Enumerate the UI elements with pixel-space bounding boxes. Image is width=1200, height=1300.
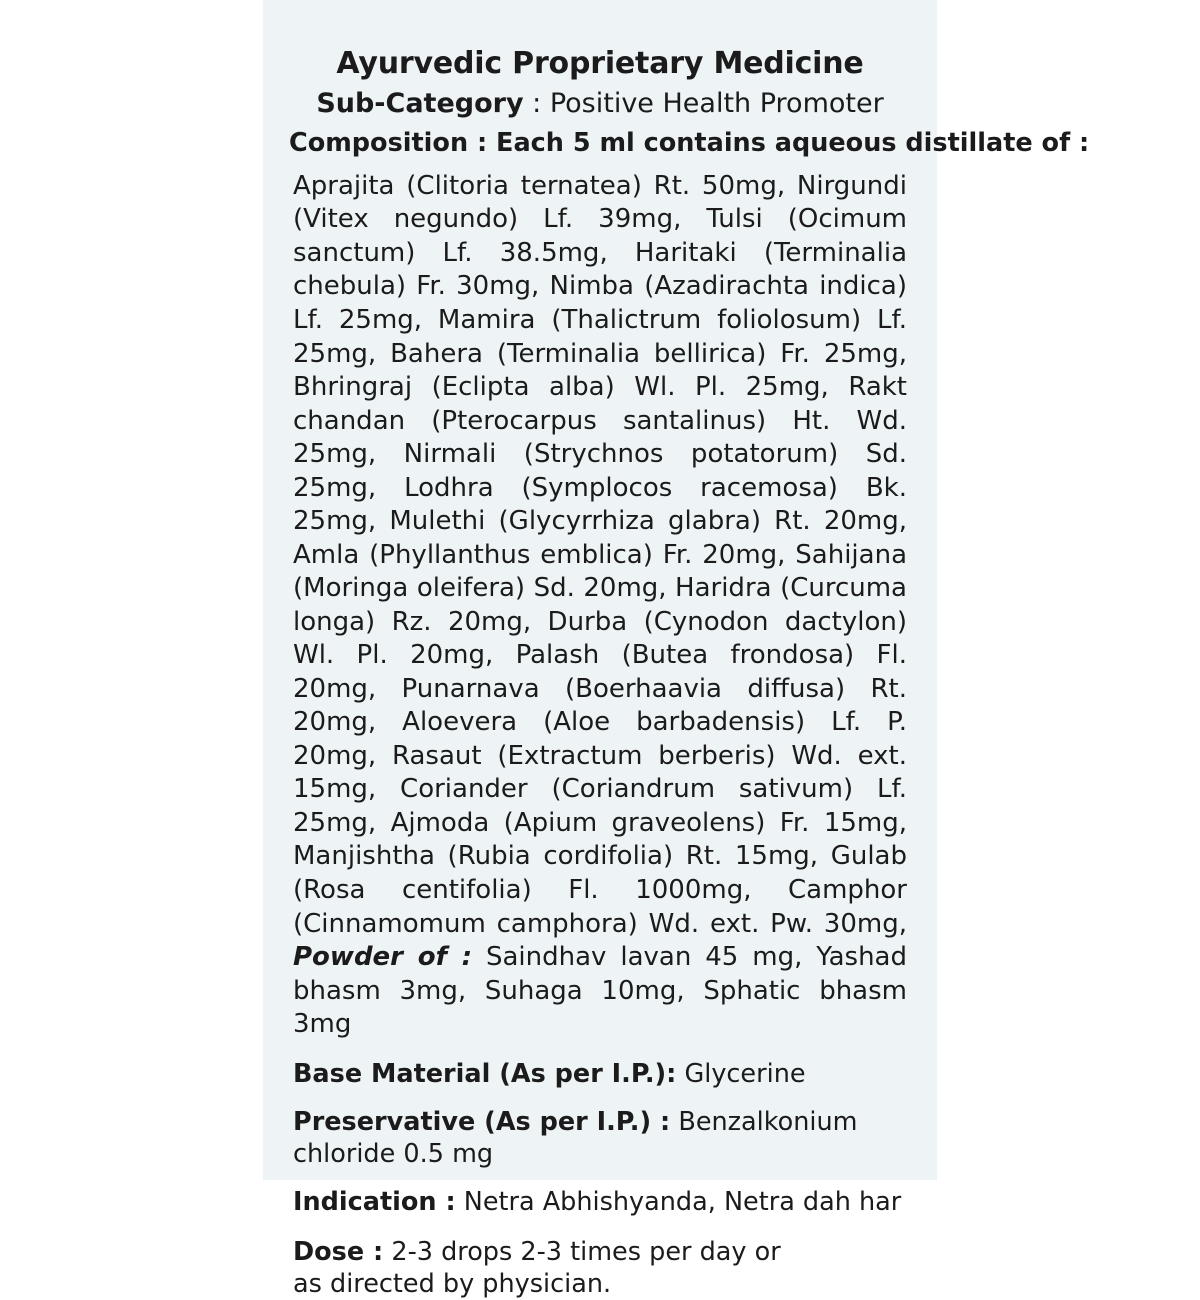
dose-row [289,1236,911,1300]
preservative-label: Preservative (As per I.P.) : [293,1106,671,1137]
dose-value-second-line: as directed by physician. [293,1269,612,1300]
medicine-label-card [263,0,1090,1300]
indication-label: Indication : [293,1187,456,1218]
page-title: Ayurvedic Proprietary Medicine [336,46,864,81]
sub-category-value: : Positive Health Promoter [523,88,884,120]
dose-value: 2-3 drops 2-3 times per day or [383,1237,781,1268]
preservative-value: Benzalkonium chloride 0.5 mg [293,1106,858,1169]
composition-heading: Composition : Each 5 ml contains aqueous distillate of : [289,128,1090,159]
powder-of-label: Powder of : [293,942,473,973]
base-material-row [289,1058,911,1090]
base-material-value: Glycerine [676,1058,806,1089]
sub-category-label: Sub-Category [316,88,524,120]
composition-ingredients-text: Aprajita (Clitoria ternatea) Rt. 50mg, Nirgundi (Vitex negundo) Lf. 39mg, Tulsi (Ocimum sanctum) Lf. 38.5mg, Haritaki (Terminalia chebula) Fr. 30mg, Nimba (Azadirachta indica) Lf. 25mg, Mamira (Thalictrum foliolosum) Lf. 25mg, Bahera (Terminalia bellirica) Fr. 25mg, Bhringraj (Eclipta alba) Wl. Pl. 25mg, Rakt chandan (Pterocarpus santalinus) Ht. Wd. 25mg, Nirmali (Strychnos potatorum) Sd. 25mg, Lodhra (Symplocos racemosa) Bk. 25mg, Mulethi (Glycyrrhiza glabra) Rt. 20mg, Amla (Phyllanthus emblica) Fr. 20mg, Sahijana (Moringa oleifera) Sd. 20mg, Haridra (Curcuma longa) Rz. 20mg, Durba (Cynodon dactylon) Wl. Pl. 20mg, Palash (Butea frondosa) Fl. 20mg, Punarnava (Boerhaavia diffusa) Rt. 20mg, Aloevera (Aloe barbadensis) Lf. P. 20mg, Rasaut (Extractum berberis) Wd. ext. 15mg, Coriander (Coriandrum sativum) Lf. 25mg, Ajmoda (Apium graveolens) Fr. 15mg, Manjishtha (Rubia cordifolia) Rt. 15mg, Gulab (Rosa centifolia) Fl. 1000mg, Camphor (Cinnamomum camphora) Wd. ext. Pw. 30mg, [293,170,907,939]
indication-row [289,1186,911,1218]
base-material-label: Base Material (As per I.P.): [293,1058,677,1089]
dose-label: Dose : [293,1237,384,1268]
composition-ingredients [289,170,911,1042]
powder-of-text: Saindhav lavan 45 mg, Yashad bhasm 3mg, Suhaga 10mg, Sphatic bhasm 3mg [293,942,907,1040]
indication-value: Netra Abhishyanda, Netra dah har [455,1187,902,1218]
sub-category-line [289,88,911,120]
preservative-row [289,1106,911,1170]
